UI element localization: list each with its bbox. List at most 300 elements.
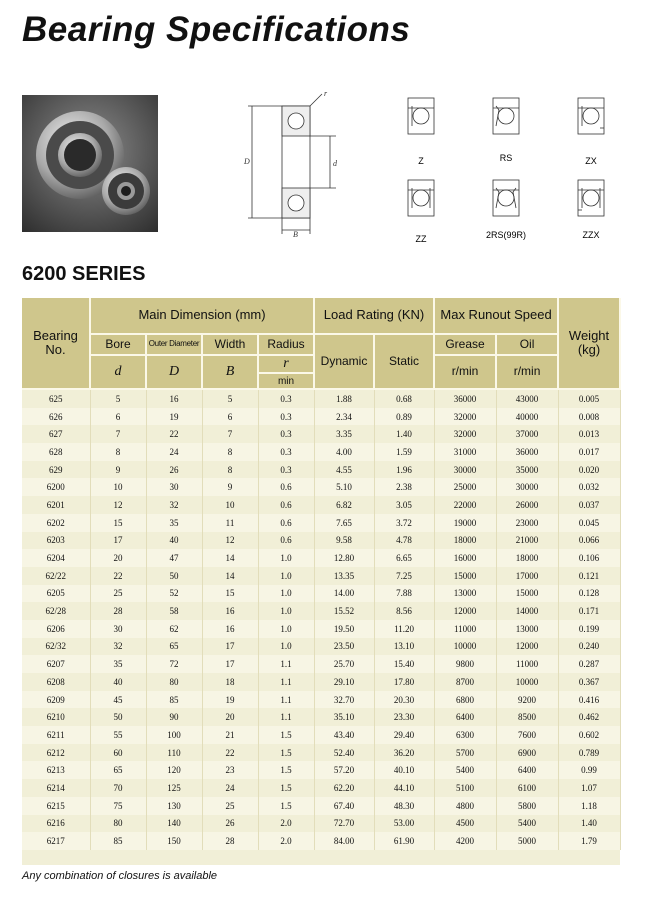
cell-static: 53.00: [374, 815, 434, 833]
cell-bore: 6: [90, 408, 146, 426]
cell-width: 9: [202, 478, 258, 496]
cell-bearing-no: 62/22: [22, 567, 90, 585]
cell-dynamic: 84.00: [314, 832, 374, 850]
cell-radius: 1.1: [258, 655, 314, 673]
cell-dynamic: 3.35: [314, 425, 374, 443]
cell-dynamic: 7.65: [314, 514, 374, 532]
cell-static: 15.40: [374, 655, 434, 673]
cell-oil: 26000: [496, 496, 558, 514]
cell-oil: 5400: [496, 815, 558, 833]
header-sym-d: d: [90, 355, 146, 389]
cell-oil: 9200: [496, 691, 558, 709]
cell-weight: 0.017: [558, 443, 620, 461]
cell-static: 23.30: [374, 708, 434, 726]
cell-dynamic: 12.80: [314, 549, 374, 567]
cell-radius: 0.6: [258, 514, 314, 532]
cell-radius: 1.5: [258, 726, 314, 744]
page-title: Bearing Specifications: [22, 10, 411, 49]
cell-grease: 6800: [434, 691, 496, 709]
table-row: [22, 567, 620, 585]
table-row: [22, 461, 620, 479]
cell-bore: 15: [90, 514, 146, 532]
cell-dynamic: 2.34: [314, 408, 374, 426]
cell-bearing-no: 6204: [22, 549, 90, 567]
cell-bearing-no: 6211: [22, 726, 90, 744]
header-weight: Weight (kg): [558, 298, 620, 389]
cell-outer-diameter: 90: [146, 708, 202, 726]
cell-bearing-no: 6206: [22, 620, 90, 638]
cell-bearing-no: 6216: [22, 815, 90, 833]
cell-width: 28: [202, 832, 258, 850]
cell-radius: 0.3: [258, 408, 314, 426]
cell-weight: 0.037: [558, 496, 620, 514]
cell-radius: 0.3: [258, 425, 314, 443]
spec-table-container: [22, 298, 620, 865]
cell-bearing-no: 6213: [22, 761, 90, 779]
cell-grease: 16000: [434, 549, 496, 567]
cell-dynamic: 4.00: [314, 443, 374, 461]
cell-bore: 70: [90, 779, 146, 797]
cell-weight: 0.128: [558, 585, 620, 603]
cell-bore: 32: [90, 638, 146, 656]
cell-weight: 0.367: [558, 673, 620, 691]
table-row: [22, 797, 620, 815]
cell-outer-diameter: 35: [146, 514, 202, 532]
cell-static: 8.56: [374, 602, 434, 620]
table-row: [22, 585, 620, 603]
table-row: [22, 832, 620, 850]
cell-dynamic: 14.00: [314, 585, 374, 603]
cell-dynamic: 43.40: [314, 726, 374, 744]
cell-static: 44.10: [374, 779, 434, 797]
closure-label-zx: ZX: [585, 156, 597, 166]
cell-radius: 1.0: [258, 638, 314, 656]
cell-width: 17: [202, 638, 258, 656]
cell-static: 3.72: [374, 514, 434, 532]
cell-outer-diameter: 65: [146, 638, 202, 656]
cell-radius: 1.5: [258, 779, 314, 797]
header-main-dimension: Main Dimension (mm): [90, 298, 314, 334]
cell-oil: 23000: [496, 514, 558, 532]
cell-outer-diameter: 30: [146, 478, 202, 496]
cell-oil: 11000: [496, 655, 558, 673]
cell-grease: 18000: [434, 532, 496, 550]
closure-label-zzx: ZZX: [582, 230, 600, 240]
cell-dynamic: 25.70: [314, 655, 374, 673]
cell-grease: 32000: [434, 408, 496, 426]
cell-bore: 65: [90, 761, 146, 779]
cell-width: 5: [202, 389, 258, 408]
cell-outer-diameter: 16: [146, 389, 202, 408]
cell-dynamic: 4.55: [314, 461, 374, 479]
cell-width: 16: [202, 620, 258, 638]
cell-bearing-no: 6207: [22, 655, 90, 673]
cell-width: 24: [202, 779, 258, 797]
cell-static: 1.96: [374, 461, 434, 479]
cell-bearing-no: 6215: [22, 797, 90, 815]
cell-bearing-no: 626: [22, 408, 90, 426]
cell-radius: 2.0: [258, 815, 314, 833]
cell-outer-diameter: 130: [146, 797, 202, 815]
cell-bearing-no: 6205: [22, 585, 90, 603]
cell-dynamic: 6.82: [314, 496, 374, 514]
header-static: Static: [374, 334, 434, 389]
spec-table-body: [22, 389, 620, 850]
cell-radius: 0.6: [258, 478, 314, 496]
cell-grease: 13000: [434, 585, 496, 603]
cell-bore: 30: [90, 620, 146, 638]
table-row: [22, 496, 620, 514]
cell-outer-diameter: 150: [146, 832, 202, 850]
cell-outer-diameter: 72: [146, 655, 202, 673]
cell-radius: 1.5: [258, 744, 314, 762]
cell-bore: 75: [90, 797, 146, 815]
cell-grease: 6300: [434, 726, 496, 744]
header-sym-B: B: [202, 355, 258, 389]
cell-grease: 5700: [434, 744, 496, 762]
cell-outer-diameter: 125: [146, 779, 202, 797]
cell-oil: 7600: [496, 726, 558, 744]
table-row: [22, 620, 620, 638]
cell-oil: 5800: [496, 797, 558, 815]
closure-label-z: Z: [418, 156, 424, 166]
cell-bore: 35: [90, 655, 146, 673]
cell-outer-diameter: 22: [146, 425, 202, 443]
cell-weight: 0.106: [558, 549, 620, 567]
table-row: [22, 532, 620, 550]
cell-bore: 7: [90, 425, 146, 443]
table-row: [22, 549, 620, 567]
cell-static: 4.78: [374, 532, 434, 550]
cell-grease: 4800: [434, 797, 496, 815]
table-row: [22, 425, 620, 443]
header-grease: Grease: [434, 334, 496, 355]
cell-dynamic: 13.35: [314, 567, 374, 585]
cell-outer-diameter: 47: [146, 549, 202, 567]
cell-oil: 18000: [496, 549, 558, 567]
table-row: [22, 478, 620, 496]
cell-width: 10: [202, 496, 258, 514]
cell-width: 11: [202, 514, 258, 532]
cell-grease: 22000: [434, 496, 496, 514]
cell-weight: 0.020: [558, 461, 620, 479]
cell-grease: 32000: [434, 425, 496, 443]
spec-table: [22, 298, 621, 850]
cell-dynamic: 52.40: [314, 744, 374, 762]
cell-static: 1.40: [374, 425, 434, 443]
cell-radius: 1.5: [258, 797, 314, 815]
label-D: D: [244, 157, 250, 166]
cell-bearing-no: 628: [22, 443, 90, 461]
cell-oil: 37000: [496, 425, 558, 443]
cell-dynamic: 15.52: [314, 602, 374, 620]
header-oil: Oil: [496, 334, 558, 355]
cell-width: 26: [202, 815, 258, 833]
dimension-diagram: [238, 88, 348, 238]
cell-weight: 0.199: [558, 620, 620, 638]
cell-oil: 6900: [496, 744, 558, 762]
series-title: 6200 SERIES: [22, 263, 146, 285]
table-row: [22, 638, 620, 656]
cell-outer-diameter: 120: [146, 761, 202, 779]
cell-width: 16: [202, 602, 258, 620]
cell-dynamic: 9.58: [314, 532, 374, 550]
cell-outer-diameter: 110: [146, 744, 202, 762]
table-row: [22, 514, 620, 532]
header-radius: Radius: [258, 334, 314, 355]
cell-weight: 0.013: [558, 425, 620, 443]
header-bore: Bore: [90, 334, 146, 355]
cell-radius: 1.0: [258, 567, 314, 585]
cell-bore: 80: [90, 815, 146, 833]
cell-static: 6.65: [374, 549, 434, 567]
cell-bore: 12: [90, 496, 146, 514]
cell-oil: 21000: [496, 532, 558, 550]
cell-bearing-no: 6209: [22, 691, 90, 709]
cell-static: 11.20: [374, 620, 434, 638]
cell-bore: 40: [90, 673, 146, 691]
cell-dynamic: 35.10: [314, 708, 374, 726]
header-min: min: [258, 373, 314, 389]
cell-weight: 0.066: [558, 532, 620, 550]
cell-grease: 12000: [434, 602, 496, 620]
cell-weight: 0.008: [558, 408, 620, 426]
cell-oil: 6100: [496, 779, 558, 797]
cell-bore: 20: [90, 549, 146, 567]
cell-oil: 30000: [496, 478, 558, 496]
label-d: d: [333, 159, 337, 168]
cell-bearing-no: 6217: [22, 832, 90, 850]
cell-bearing-no: 62/28: [22, 602, 90, 620]
cell-radius: 1.0: [258, 549, 314, 567]
cell-weight: 0.045: [558, 514, 620, 532]
table-row: [22, 708, 620, 726]
cell-dynamic: 19.50: [314, 620, 374, 638]
table-row: [22, 602, 620, 620]
cell-grease: 25000: [434, 478, 496, 496]
cell-bearing-no: 6201: [22, 496, 90, 514]
cell-bore: 17: [90, 532, 146, 550]
table-row: [22, 389, 620, 408]
cell-static: 0.68: [374, 389, 434, 408]
cell-bearing-no: 6212: [22, 744, 90, 762]
cell-dynamic: 57.20: [314, 761, 374, 779]
cell-oil: 17000: [496, 567, 558, 585]
cell-width: 7: [202, 425, 258, 443]
table-row: [22, 691, 620, 709]
cell-bearing-no: 625: [22, 389, 90, 408]
cell-width: 17: [202, 655, 258, 673]
cell-weight: 0.416: [558, 691, 620, 709]
cell-grease: 4500: [434, 815, 496, 833]
header-width: Width: [202, 334, 258, 355]
closure-label-2rs: 2RS(99R): [485, 230, 527, 240]
header-load-rating: Load Rating (KN): [314, 298, 434, 334]
cell-width: 25: [202, 797, 258, 815]
cell-grease: 5100: [434, 779, 496, 797]
cell-weight: 0.032: [558, 478, 620, 496]
cell-width: 21: [202, 726, 258, 744]
closure-label-zz: ZZ: [415, 234, 427, 244]
cell-grease: 4200: [434, 832, 496, 850]
cell-radius: 1.5: [258, 761, 314, 779]
cell-bearing-no: 62/32: [22, 638, 90, 656]
cell-dynamic: 23.50: [314, 638, 374, 656]
cell-grease: 11000: [434, 620, 496, 638]
cell-static: 61.90: [374, 832, 434, 850]
cell-grease: 6400: [434, 708, 496, 726]
cell-bearing-no: 627: [22, 425, 90, 443]
header-max-runout: Max Runout Speed: [434, 298, 558, 334]
cell-width: 15: [202, 585, 258, 603]
cell-outer-diameter: 58: [146, 602, 202, 620]
cell-weight: 1.40: [558, 815, 620, 833]
cell-grease: 8700: [434, 673, 496, 691]
cell-grease: 5400: [434, 761, 496, 779]
cell-grease: 10000: [434, 638, 496, 656]
cell-dynamic: 32.70: [314, 691, 374, 709]
cell-dynamic: 29.10: [314, 673, 374, 691]
cell-weight: 0.602: [558, 726, 620, 744]
cell-outer-diameter: 140: [146, 815, 202, 833]
cell-static: 40.10: [374, 761, 434, 779]
cell-bore: 85: [90, 832, 146, 850]
cell-bearing-no: 6203: [22, 532, 90, 550]
header-rmin-grease: r/min: [434, 355, 496, 389]
cell-radius: 0.3: [258, 389, 314, 408]
cell-static: 36.20: [374, 744, 434, 762]
cell-outer-diameter: 26: [146, 461, 202, 479]
cell-weight: 0.240: [558, 638, 620, 656]
cell-radius: 1.1: [258, 673, 314, 691]
cell-width: 19: [202, 691, 258, 709]
table-row: [22, 815, 620, 833]
table-row: [22, 761, 620, 779]
cell-grease: 19000: [434, 514, 496, 532]
cell-outer-diameter: 52: [146, 585, 202, 603]
label-r: r: [324, 89, 328, 98]
cell-bore: 5: [90, 389, 146, 408]
cell-width: 23: [202, 761, 258, 779]
closure-types: [400, 92, 630, 252]
cell-grease: 9800: [434, 655, 496, 673]
cell-oil: 35000: [496, 461, 558, 479]
cell-width: 8: [202, 443, 258, 461]
cell-bearing-no: 6202: [22, 514, 90, 532]
table-row: [22, 673, 620, 691]
table-row: [22, 443, 620, 461]
cell-outer-diameter: 24: [146, 443, 202, 461]
cell-width: 14: [202, 567, 258, 585]
cell-outer-diameter: 80: [146, 673, 202, 691]
bearing-photo: [22, 95, 158, 232]
cell-bore: 25: [90, 585, 146, 603]
cell-static: 48.30: [374, 797, 434, 815]
cell-weight: 0.462: [558, 708, 620, 726]
cell-static: 3.05: [374, 496, 434, 514]
cell-bearing-no: 629: [22, 461, 90, 479]
cell-outer-diameter: 19: [146, 408, 202, 426]
cell-weight: 0.171: [558, 602, 620, 620]
cell-grease: 31000: [434, 443, 496, 461]
cell-oil: 36000: [496, 443, 558, 461]
cell-weight: 1.18: [558, 797, 620, 815]
cell-width: 14: [202, 549, 258, 567]
cell-dynamic: 5.10: [314, 478, 374, 496]
cell-width: 8: [202, 461, 258, 479]
cell-bearing-no: 6208: [22, 673, 90, 691]
cell-oil: 40000: [496, 408, 558, 426]
cell-radius: 1.0: [258, 602, 314, 620]
cell-oil: 10000: [496, 673, 558, 691]
cell-weight: 0.789: [558, 744, 620, 762]
header-outer-diameter: Outer Diameter: [146, 334, 202, 355]
header-dynamic: Dynamic: [314, 334, 374, 389]
cell-weight: 1.79: [558, 832, 620, 850]
cell-static: 0.89: [374, 408, 434, 426]
header-sym-r: r: [258, 355, 314, 373]
cell-static: 1.59: [374, 443, 434, 461]
table-row: [22, 408, 620, 426]
cell-radius: 1.0: [258, 620, 314, 638]
cell-outer-diameter: 50: [146, 567, 202, 585]
cell-static: 29.40: [374, 726, 434, 744]
cell-radius: 0.6: [258, 532, 314, 550]
cell-static: 7.88: [374, 585, 434, 603]
cell-outer-diameter: 100: [146, 726, 202, 744]
closure-label-rs: RS: [499, 153, 513, 163]
cell-bore: 45: [90, 691, 146, 709]
cell-width: 12: [202, 532, 258, 550]
cell-static: 17.80: [374, 673, 434, 691]
cell-weight: 0.99: [558, 761, 620, 779]
cell-outer-diameter: 32: [146, 496, 202, 514]
cell-oil: 12000: [496, 638, 558, 656]
cell-grease: 36000: [434, 389, 496, 408]
cell-static: 20.30: [374, 691, 434, 709]
cell-radius: 2.0: [258, 832, 314, 850]
cell-static: 13.10: [374, 638, 434, 656]
cell-bore: 50: [90, 708, 146, 726]
cell-bore: 28: [90, 602, 146, 620]
cell-radius: 0.3: [258, 461, 314, 479]
cell-radius: 0.3: [258, 443, 314, 461]
cell-oil: 43000: [496, 389, 558, 408]
label-B: B: [293, 230, 298, 238]
cell-bore: 60: [90, 744, 146, 762]
table-row: [22, 726, 620, 744]
cell-oil: 6400: [496, 761, 558, 779]
cell-weight: 0.121: [558, 567, 620, 585]
cell-width: 18: [202, 673, 258, 691]
cell-static: 2.38: [374, 478, 434, 496]
cell-oil: 14000: [496, 602, 558, 620]
cell-radius: 0.6: [258, 496, 314, 514]
cell-bearing-no: 6210: [22, 708, 90, 726]
footnote: Any combination of closures is available: [22, 870, 218, 882]
cell-width: 20: [202, 708, 258, 726]
cell-bore: 55: [90, 726, 146, 744]
cell-dynamic: 1.88: [314, 389, 374, 408]
cell-outer-diameter: 40: [146, 532, 202, 550]
cell-width: 6: [202, 408, 258, 426]
cell-radius: 1.1: [258, 708, 314, 726]
cell-weight: 0.287: [558, 655, 620, 673]
cell-bore: 9: [90, 461, 146, 479]
cell-oil: 5000: [496, 832, 558, 850]
cell-bore: 10: [90, 478, 146, 496]
cell-outer-diameter: 62: [146, 620, 202, 638]
